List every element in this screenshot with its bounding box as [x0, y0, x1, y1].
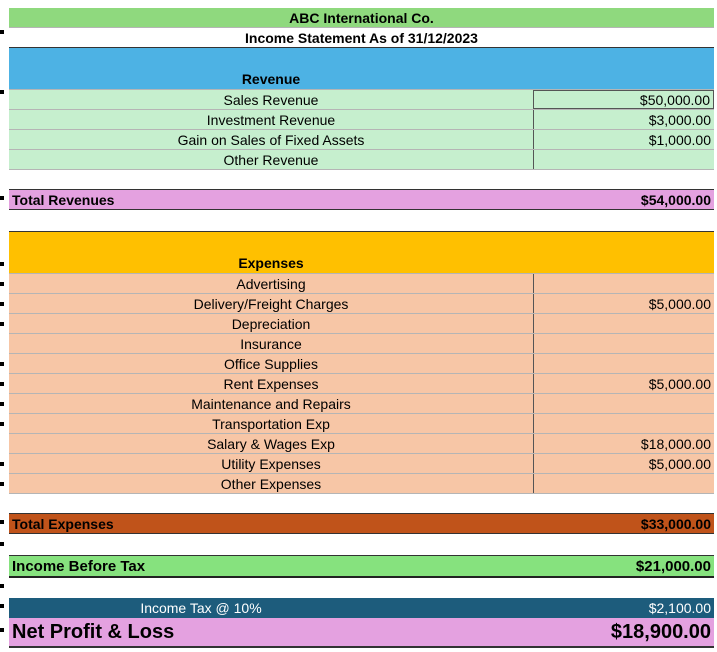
revenue-item-row[interactable]	[9, 130, 714, 150]
expense-item-row[interactable]	[9, 414, 714, 434]
expense-item-row[interactable]	[9, 354, 714, 374]
expense-item-row[interactable]	[9, 374, 714, 394]
expense-item-label: Salary & Wages Exp	[207, 435, 335, 452]
expense-item-value: $18,000.00	[533, 434, 714, 453]
row-header-gutter	[0, 0, 9, 652]
revenue-item-label: Investment Revenue	[206, 111, 336, 128]
revenue-item-value: $1,000.00	[533, 130, 714, 149]
blank-row[interactable]	[9, 170, 714, 190]
blank-row[interactable]	[9, 534, 714, 556]
expense-item-label: Other Expenses	[220, 475, 322, 492]
expense-item-label: Advertising	[236, 275, 306, 292]
total-revenues-label: Total Revenues	[12, 191, 115, 208]
revenue-item-label: Other Revenue	[223, 151, 319, 168]
total-revenues-row[interactable]	[9, 190, 714, 210]
expenses-heading-row[interactable]	[9, 232, 714, 274]
statement-title-row[interactable]	[9, 28, 714, 48]
expense-item-label: Maintenance and Repairs	[191, 395, 351, 412]
expense-item-row[interactable]	[9, 314, 714, 334]
net-profit-row[interactable]	[9, 618, 714, 648]
revenue-item-label: Gain on Sales of Fixed Assets	[177, 131, 365, 148]
expense-item-value	[533, 354, 714, 373]
blank-row[interactable]	[9, 210, 714, 232]
revenue-heading-row[interactable]	[9, 48, 714, 90]
revenue-item-row[interactable]	[9, 150, 714, 170]
income-before-tax-value: $21,000.00	[635, 557, 711, 575]
total-revenues-value: $54,000.00	[640, 191, 711, 208]
expense-item-value	[533, 314, 714, 333]
total-expenses-label: Total Expenses	[12, 515, 114, 532]
expense-item-row[interactable]	[9, 434, 714, 454]
expense-item-label: Utility Expenses	[221, 455, 321, 472]
income-tax-row[interactable]	[9, 598, 714, 618]
revenue-item-label: Sales Revenue	[223, 91, 319, 108]
income-tax-value: $2,100.00	[648, 600, 711, 616]
expense-item-label: Insurance	[240, 335, 302, 352]
revenue-item-row[interactable]	[9, 110, 714, 130]
blank-row[interactable]	[9, 494, 714, 514]
expense-item-value	[533, 334, 714, 353]
revenue-item-value: $3,000.00	[533, 110, 714, 129]
expenses-heading: Expenses	[238, 255, 304, 271]
statement-title: Income Statement As of 31/12/2023	[245, 29, 478, 46]
expense-item-label: Delivery/Freight Charges	[193, 295, 349, 312]
expense-item-label: Transportation Exp	[212, 415, 330, 432]
revenue-item-value: $50,000.00	[533, 90, 714, 109]
expense-item-row[interactable]	[9, 274, 714, 294]
total-expenses-value: $33,000.00	[640, 515, 711, 532]
expense-item-row[interactable]	[9, 394, 714, 414]
expense-item-row[interactable]	[9, 334, 714, 354]
expense-item-label: Office Supplies	[224, 355, 318, 372]
expense-item-row[interactable]	[9, 294, 714, 314]
expense-item-row[interactable]	[9, 474, 714, 494]
expense-item-value: $5,000.00	[533, 374, 714, 393]
company-row[interactable]	[9, 8, 714, 28]
income-tax-label: Income Tax @ 10%	[140, 600, 262, 616]
expense-item-value	[533, 414, 714, 433]
expense-item-value	[533, 474, 714, 493]
income-before-tax-row[interactable]	[9, 556, 714, 578]
net-profit-value: $18,900.00	[610, 620, 711, 643]
expense-item-row[interactable]	[9, 454, 714, 474]
expense-item-value: $5,000.00	[533, 454, 714, 473]
company-name: ABC International Co.	[289, 9, 434, 26]
net-profit-label: Net Profit & Loss	[12, 620, 175, 643]
expense-item-label: Rent Expenses	[223, 375, 319, 392]
expense-item-value	[533, 274, 714, 293]
income-before-tax-label: Income Before Tax	[12, 557, 146, 575]
revenue-item-value	[533, 150, 714, 169]
expense-item-value: $5,000.00	[533, 294, 714, 313]
total-expenses-row[interactable]	[9, 514, 714, 534]
revenue-heading: Revenue	[241, 71, 301, 87]
expense-item-value	[533, 394, 714, 413]
revenue-item-row[interactable]	[9, 90, 714, 110]
blank-row[interactable]	[9, 578, 714, 598]
expense-item-label: Depreciation	[231, 315, 311, 332]
